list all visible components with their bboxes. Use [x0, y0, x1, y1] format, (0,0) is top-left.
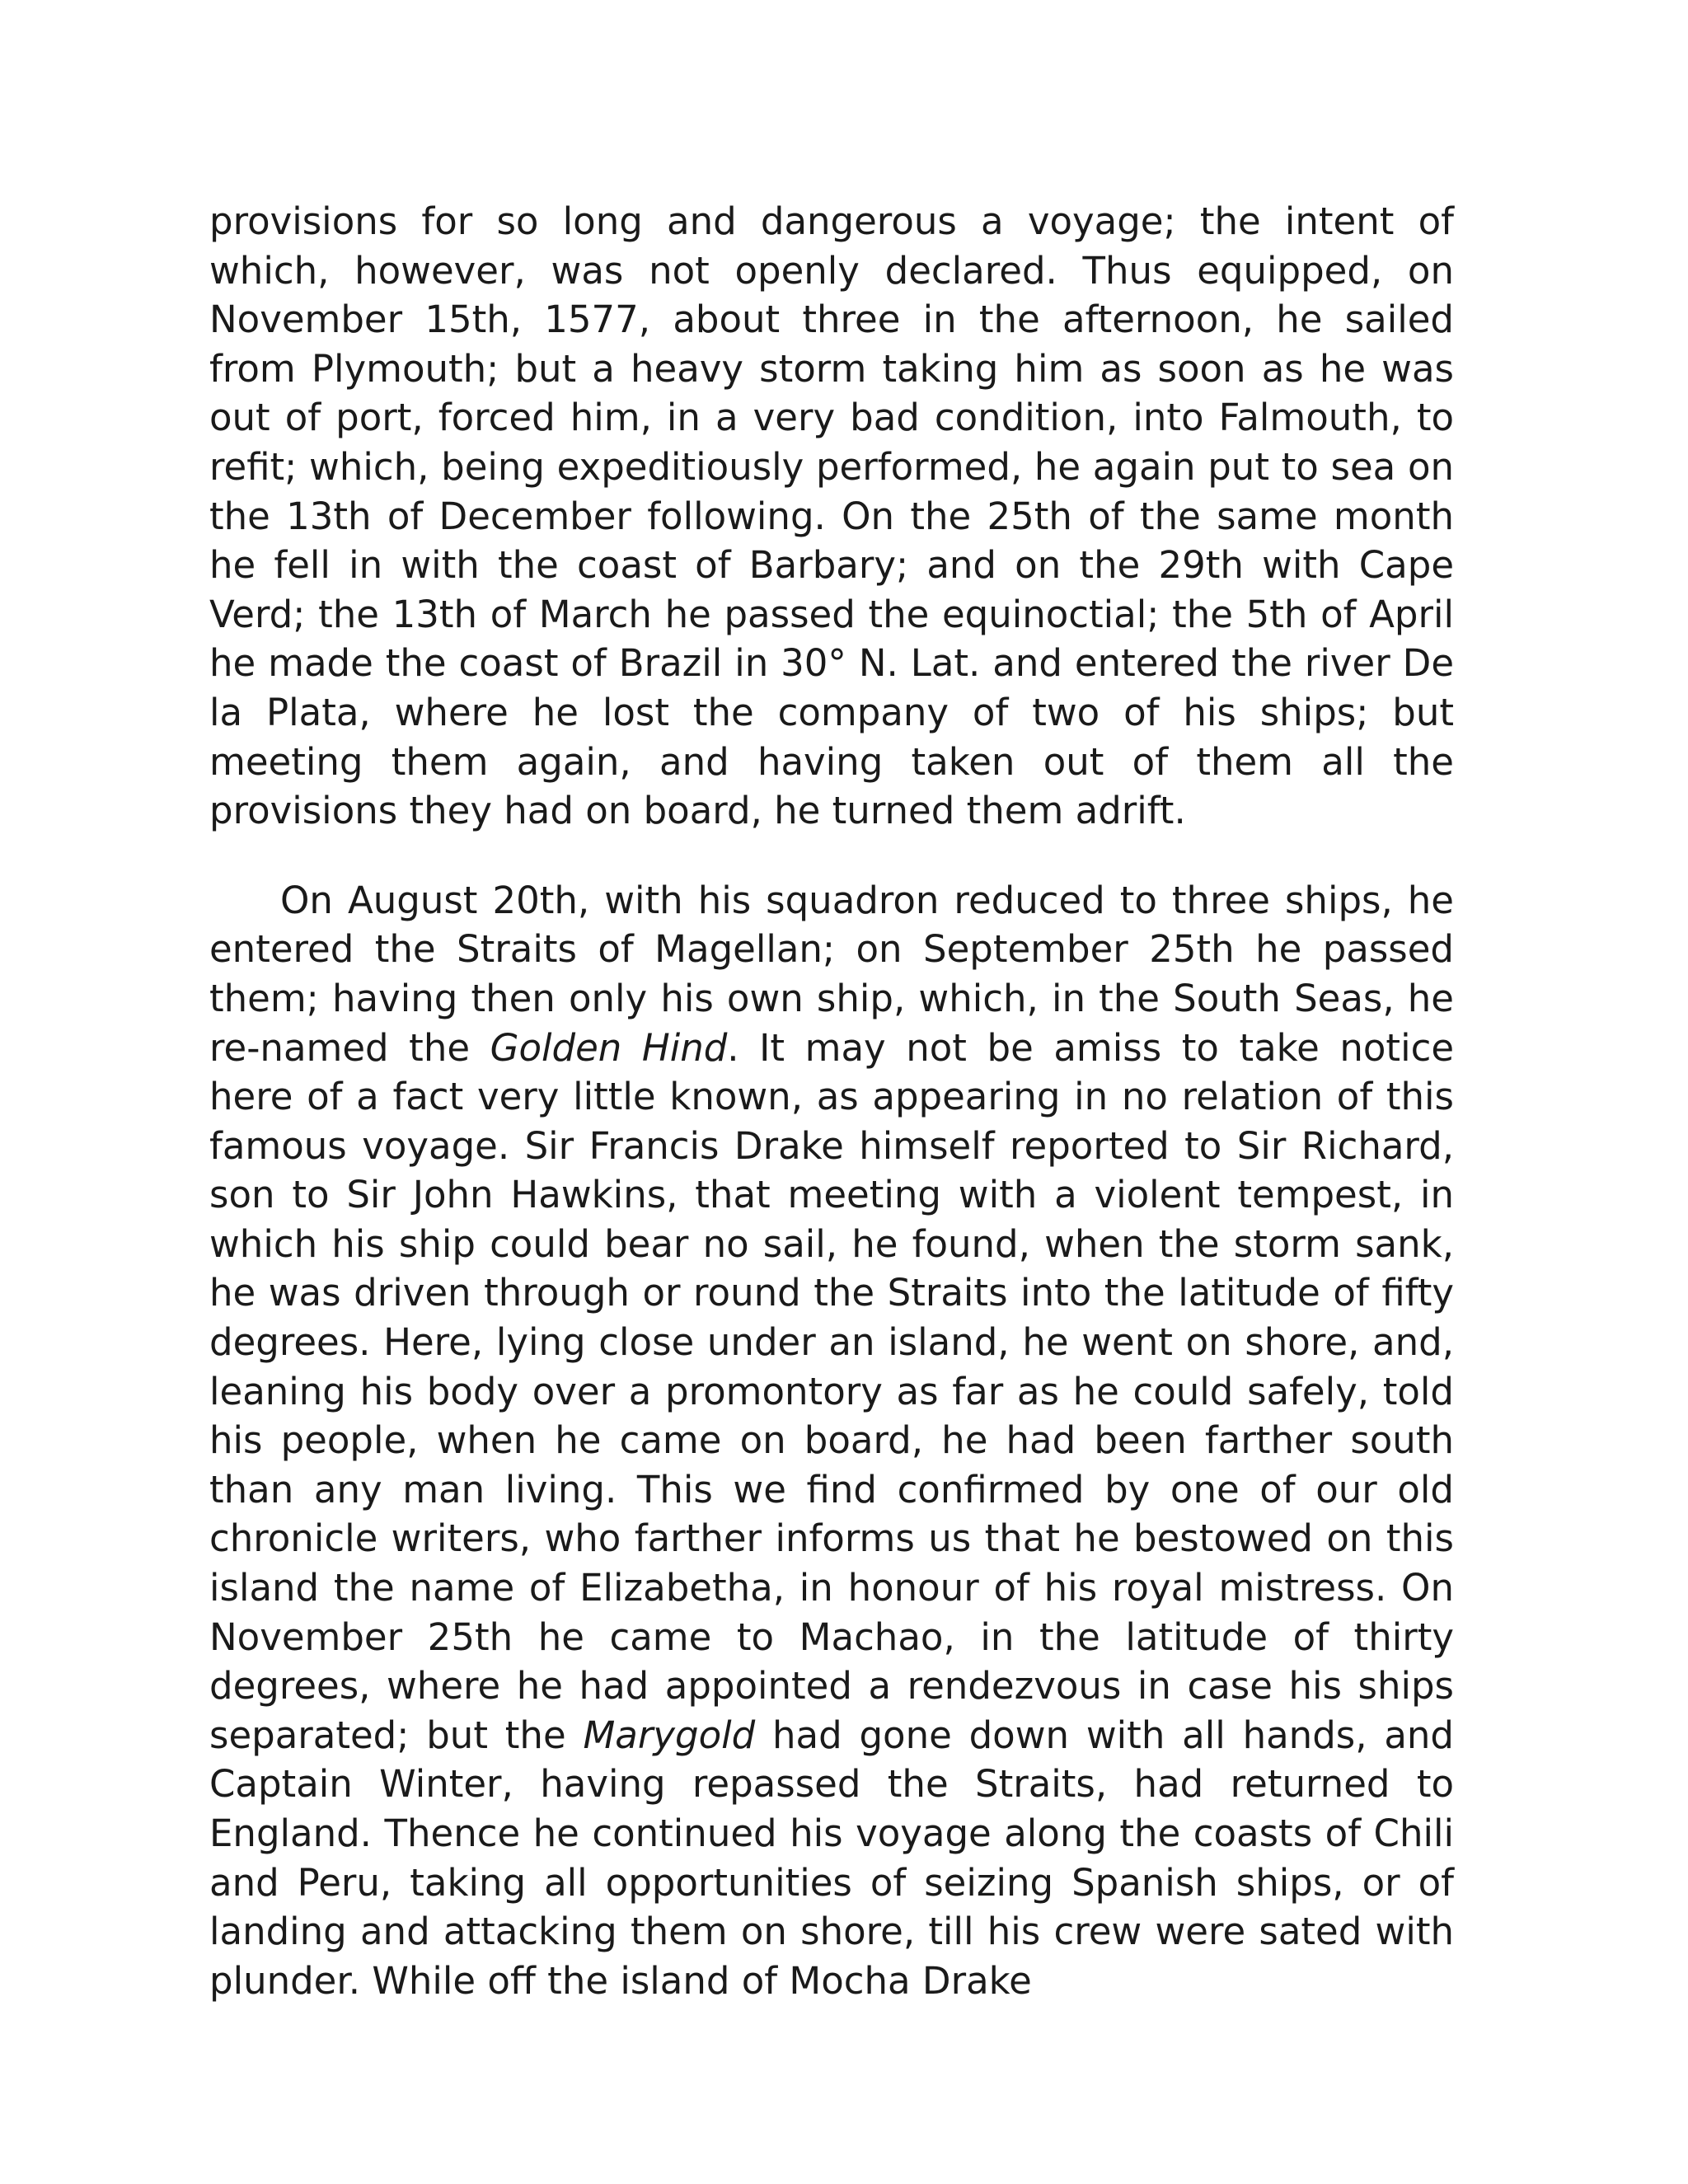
paragraph-2-text-a: On August 20th, with his squadron reduced to three ships, he entered the Straits of Magellan; on September 25th he passed them; having then only his own ship, which, in the South Seas, he re-named the	[209, 878, 1454, 1070]
paragraph-2	[209, 876, 1454, 2006]
paragraph-1	[209, 197, 1454, 836]
ship-name-marygold: Marygold	[583, 1713, 756, 1757]
paragraph-2-text-b: . It may not be amiss to take notice here of a fact very little known, as appearing in no relation of this famous voyage. Sir Francis Drake himself reported to Sir Richard, son to Sir John Hawkins, that meeting with a violent tempest, in which his ship could bear no sail, he found, when the storm sank, he was driven through or round the Straits into the latitude of fifty degrees. Here, lying close under an island, he went on shore, and, leaning his body over a promontory as far as he could safely, told his people, when he came on board, he had been farther south than any man living. This we find confirmed by one of our old chronicle writers, who farther informs us that he bestowed on this island the name of Elizabetha, in honour of his royal mistress. On November 25th he came to Machao, in the latitude of thirty degrees, where he had appointed a rendezvous in case his ships separated; but the	[209, 1025, 1455, 1757]
paragraph-1-text: provisions for so long and dangerous a voyage; the intent of which, however, was not openly declared. Thus equipped, on November 15th, 1577, about three in the afternoon, he sailed from Plymouth; but a heavy storm taking him as soon as he was out of port, forced him, in a very bad condition, into Falmouth, to refit; which, being expeditiously performed, he again put to sea on the 13th of December following. On the 25th of the same month he fell in with the coast of Barbary; and on the 29th with Cape Verd; the 13th of March he passed the equinoctial; the 5th of April he made the coast of Brazil in 30° N. Lat. and entered the river De la Plata, where he lost the company of two of his ships; but meeting them again, and having taken out of them all the provisions they had on board, he turned them adrift.	[209, 199, 1454, 833]
body-text	[209, 197, 1454, 2005]
paragraph-2-text-c: had gone down with all hands, and Captain Winter, having repassed the Straits, had returned to England. Thence he continued his voyage along the coasts of Chili and Peru, taking all opportunities of seizing Spanish ships, or of landing and attacking them on shore, till his crew were sated with plunder. While off the island of Mocha Drake	[209, 1713, 1454, 2003]
ship-name-golden-hind: Golden Hind	[490, 1025, 728, 1070]
